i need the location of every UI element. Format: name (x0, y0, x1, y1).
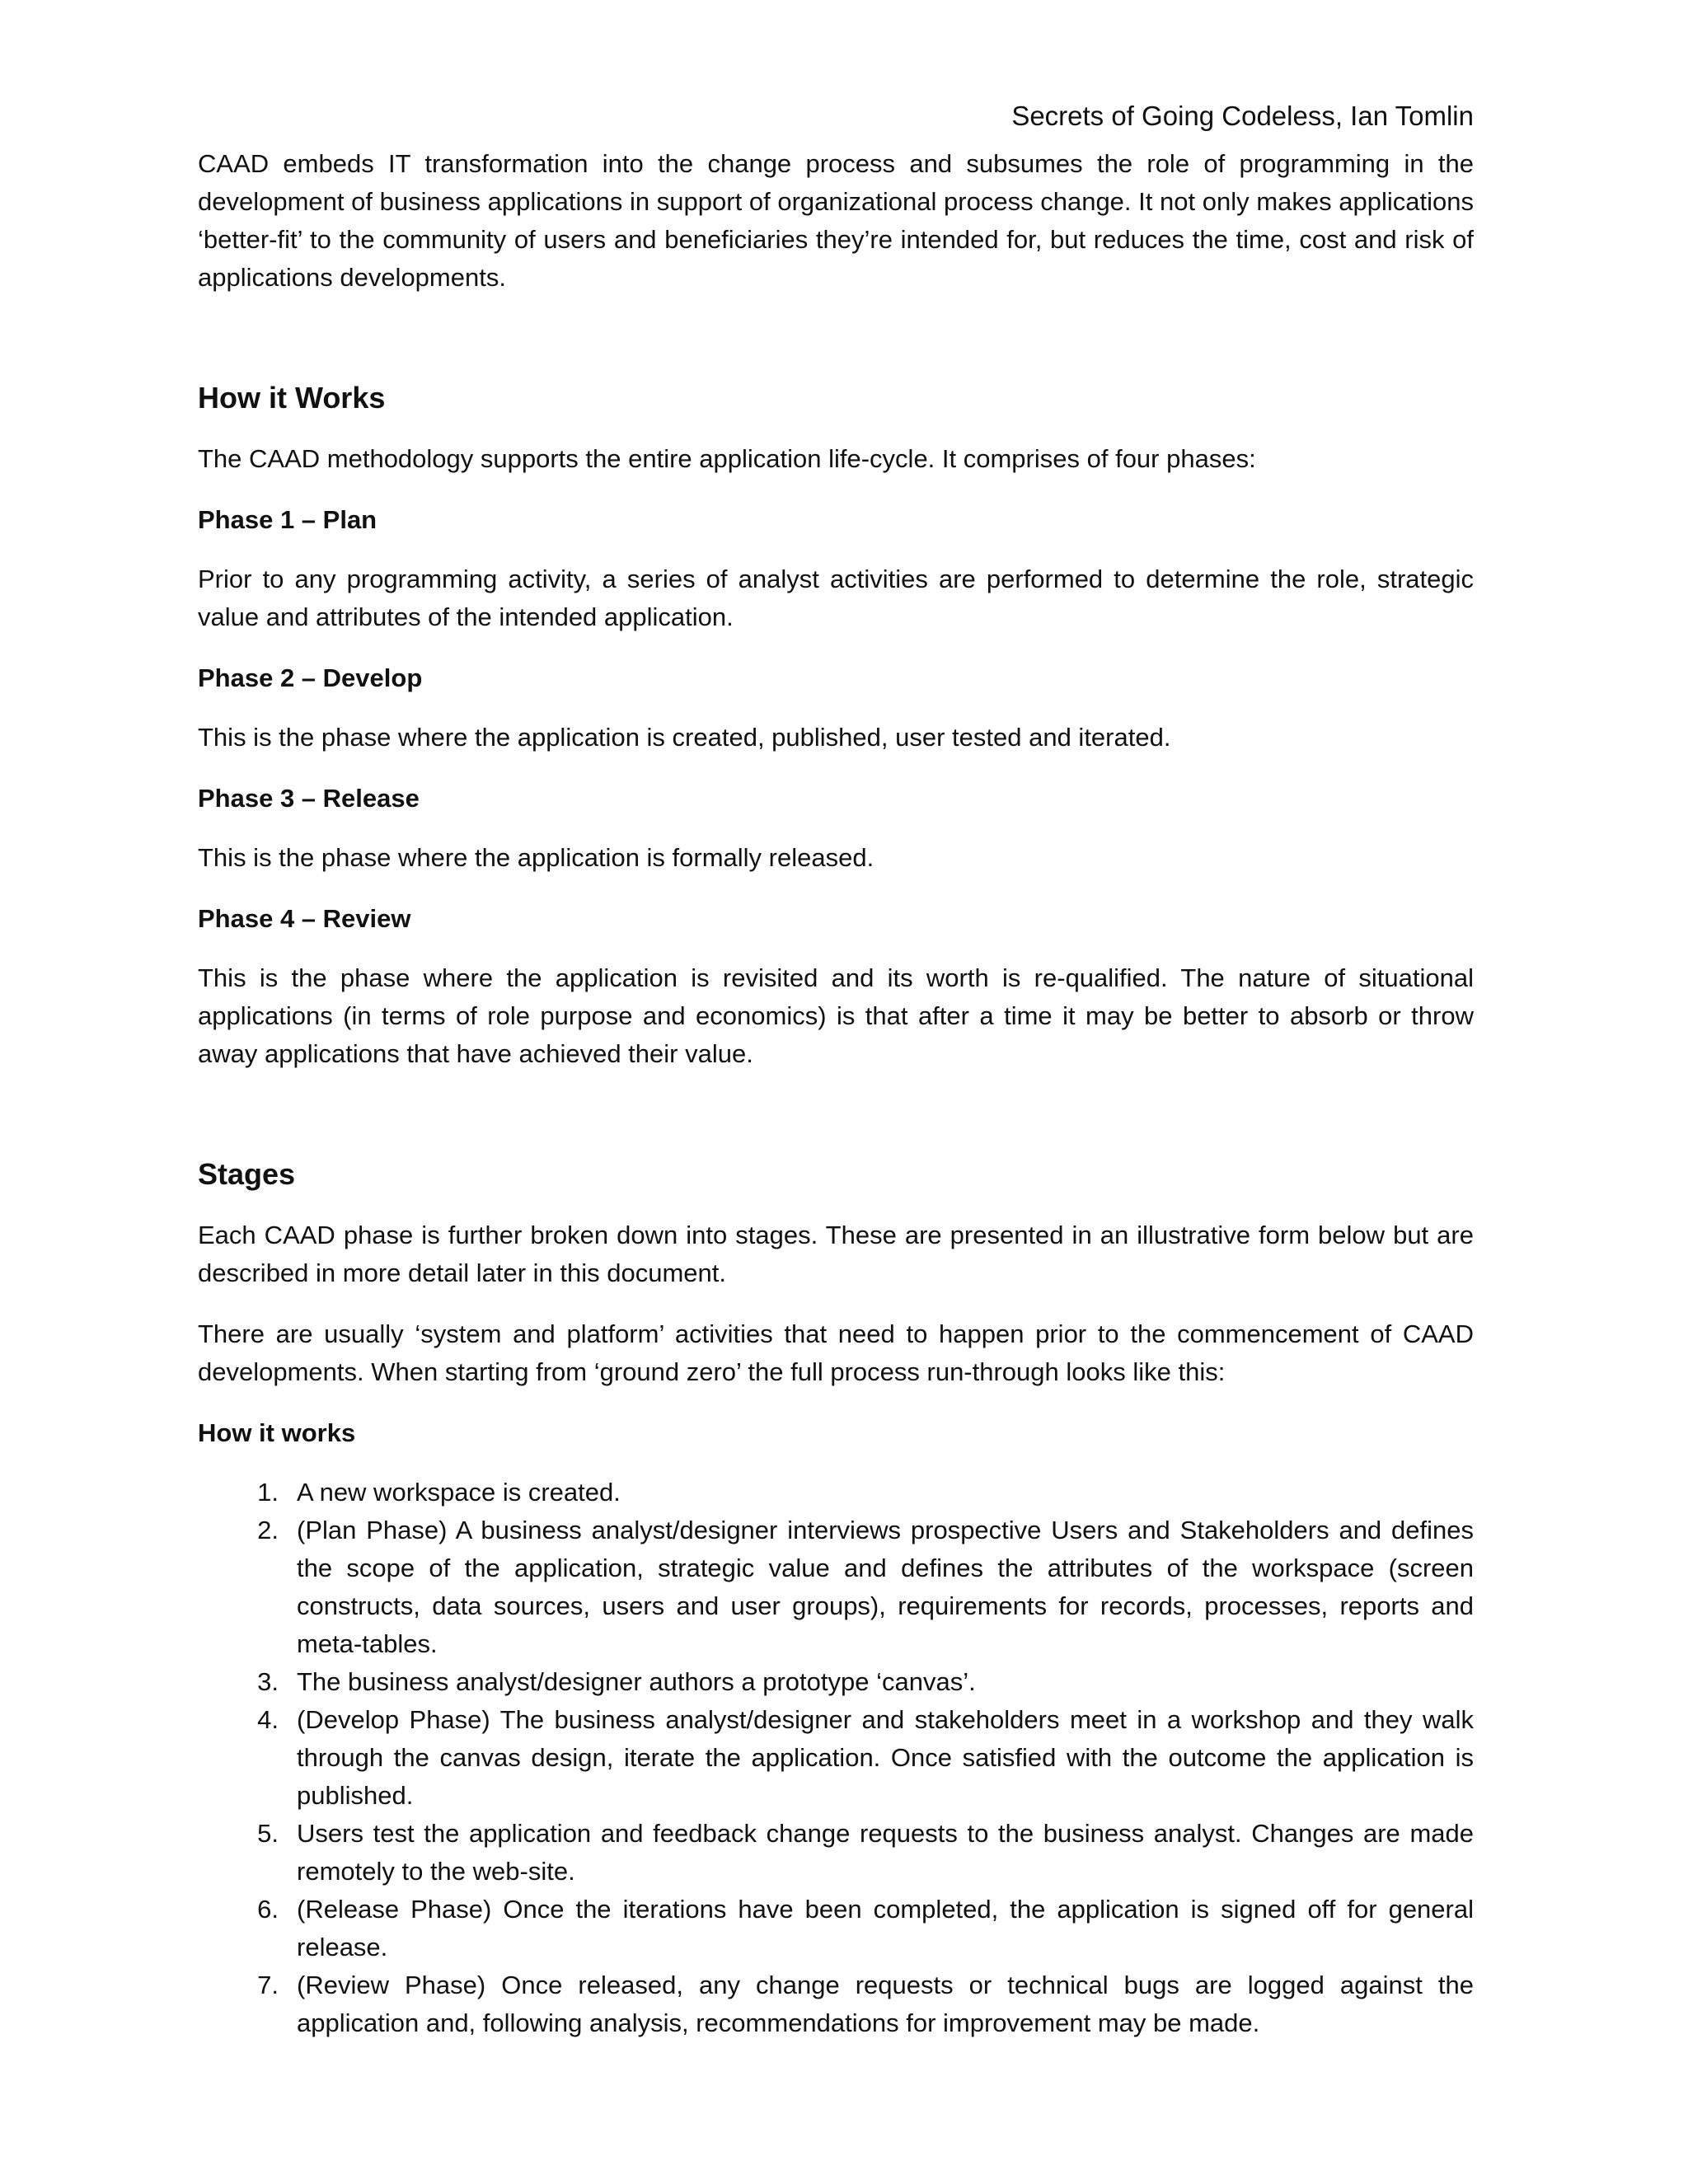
phase-4-text: This is the phase where the application is revisited and its worth is re-qualified. The nature of situational applications (in terms of role purpose and economics) is that after a time it may be better to absorb or throw away applications that have achieved their value. (198, 963, 1474, 1068)
phase-3-title: Phase 3 – Release (198, 784, 420, 813)
section-spacer (198, 1096, 1474, 1155)
stages-paragraph-2: There are usually ‘system and platform’ activities that need to happen prior to the commencement of CAAD developments. When starting from ‘ground zero’ the full process run-through looks like this: (198, 1319, 1474, 1386)
list-item-text: (Plan Phase) A business analyst/designer interviews prospective Users and Stakeholders and defines the scope of the application, strategic value and defines the attributes of the workspace (screen constructs, data sources, users and user groups), requirements for records, processes, reports and meta-tables. (297, 1516, 1474, 1658)
list-item (247, 1701, 1474, 1815)
list-item (247, 1511, 1474, 1663)
list-item-text: A new workspace is created. (297, 1478, 621, 1507)
list-item-number: 3. (257, 1667, 279, 1696)
list-item-number: 5. (257, 1819, 279, 1848)
list-item-number: 1. (257, 1478, 279, 1507)
section-heading-stages: Stages (198, 1157, 296, 1191)
list-item-text: (Release Phase) Once the iterations have been completed, the application is signed off for general release. (297, 1895, 1474, 1961)
how-it-works-intro: The CAAD methodology supports the entire application life-cycle. It comprises of four phases: (198, 444, 1256, 473)
phase-1-text: Prior to any programming activity, a series of analyst activities are performed to determine the role, strategic value and attributes of the intended application. (198, 565, 1474, 631)
list-item (247, 1966, 1474, 2042)
list-item-number: 4. (257, 1705, 279, 1734)
list-item (247, 1815, 1474, 1891)
process-steps-list (198, 1474, 1474, 2042)
list-item-text: Users test the application and feedback change requests to the business analyst. Changes are made remotely to the web-site. (297, 1819, 1474, 1886)
running-header: Secrets of Going Codeless, Ian Tomlin (1011, 101, 1474, 131)
list-item-text: (Review Phase) Once released, any change requests or technical bugs are logged against the application and, following analysis, recommendations for improvement may be made. (297, 1971, 1474, 2037)
how-it-works-subheading: How it works (198, 1418, 356, 1447)
phase-2-text: This is the phase where the application is created, published, user tested and iterated. (198, 723, 1171, 752)
phase-4-title: Phase 4 – Review (198, 904, 411, 933)
list-item-number: 6. (257, 1895, 279, 1924)
document-page (198, 97, 1474, 2042)
list-item-number: 7. (257, 1971, 279, 1999)
list-item-text: (Develop Phase) The business analyst/designer and stakeholders meet in a workshop and they walk through the canvas design, iterate the application. Once satisfied with the outcome the application is published. (297, 1705, 1474, 1810)
phase-2-title: Phase 2 – Develop (198, 663, 423, 692)
stages-paragraph-1: Each CAAD phase is further broken down into stages. These are presented in an illustrative form below but are described in more detail later in this document. (198, 1221, 1474, 1287)
section-spacer (198, 320, 1474, 379)
list-item (247, 1474, 1474, 1511)
list-item (247, 1663, 1474, 1701)
phase-3-text: This is the phase where the application is formally released. (198, 843, 874, 872)
section-heading-how-it-works: How it Works (198, 381, 386, 415)
phase-1-title: Phase 1 – Plan (198, 505, 377, 534)
list-item-number: 2. (257, 1516, 279, 1544)
list-item (247, 1891, 1474, 1966)
list-item-text: The business analyst/designer authors a prototype ‘canvas’. (297, 1667, 976, 1696)
intro-paragraph: CAAD embeds IT transformation into the change process and subsumes the role of programming in the development of business applications in support of organizational process change. It not only makes applications ‘better-fit’ to the community of users and beneficiaries they’re intended for, but reduces the time, cost and risk of applications developments. (198, 149, 1474, 292)
